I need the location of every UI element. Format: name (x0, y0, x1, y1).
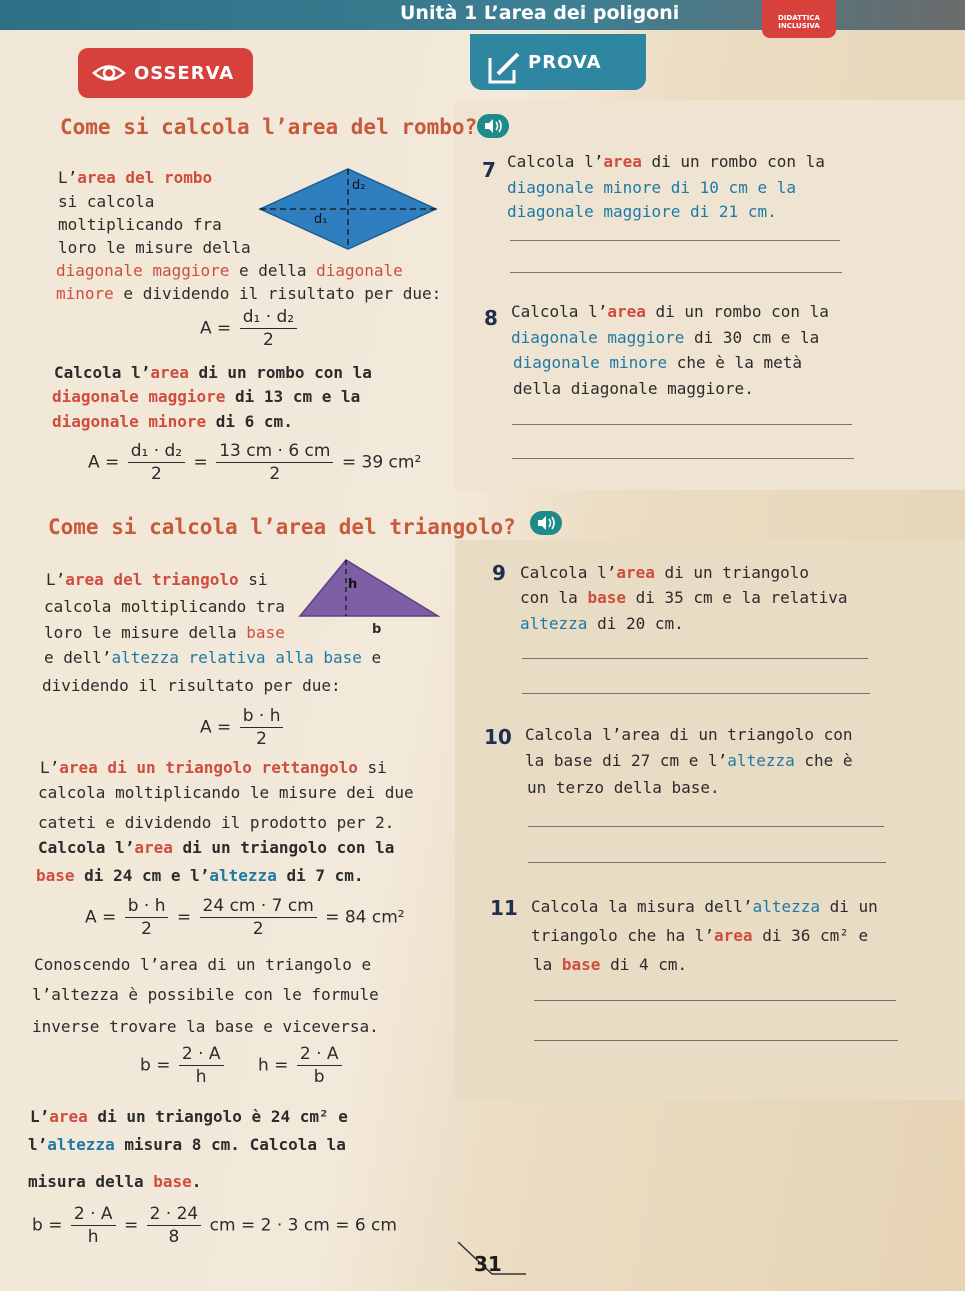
triangolo-example2-formula: b = $\frac{2 \cdot A}{h}$ = $\frac{2 \cdot 24}{8}$ cm = 2 · 3 cm = 6 cm (32, 1204, 397, 1247)
inverse-formula-line: Conoscendo l’area di un triangolo e (34, 955, 372, 974)
answer-line[interactable] (528, 862, 886, 863)
tab-prova[interactable]: PROVA (470, 34, 646, 90)
triangolo-heading: Come si calcola l’area del triangolo? (48, 515, 516, 539)
triangolo-intro-line: dividendo il risultato per due: (42, 676, 341, 695)
triangle-diagram (298, 556, 440, 620)
inverse-formula-base: b = $\frac{2 \cdot A}{h}$ (140, 1043, 227, 1088)
inverse-formula-line: l’altezza è possibile con le formule (32, 985, 379, 1004)
rombo-intro-line: minore e dividendo il risultato per due: (56, 284, 442, 303)
exercise-8-line: diagonale minore che è la metà (513, 353, 802, 372)
rombo-heading: Come si calcola l’area del rombo? (60, 115, 478, 139)
exercise-9-line: Calcola l’area di un triangolo (520, 563, 809, 582)
answer-line[interactable] (510, 240, 840, 241)
exercise-11-line: Calcola la misura dell’altezza di un (531, 897, 878, 916)
audio-icon[interactable] (529, 510, 563, 536)
exercise-number: 11 (490, 896, 518, 920)
answer-line[interactable] (522, 658, 868, 659)
answer-line[interactable] (534, 1040, 898, 1041)
exercise-number: 7 (482, 158, 496, 182)
answer-line[interactable] (510, 272, 842, 273)
triangolo-rettangolo-line: L’area di un triangolo rettangolo si (40, 758, 387, 777)
exercise-7-line: diagonale minore di 10 cm e la (507, 178, 796, 197)
triangolo-intro-line: calcola moltiplicando tra (44, 597, 285, 616)
exercise-7-line: diagonale maggiore di 21 cm. (507, 202, 777, 221)
audio-icon[interactable] (476, 113, 510, 139)
answer-line[interactable] (528, 826, 884, 827)
answer-line[interactable] (512, 424, 852, 425)
exercise-8-line: della diagonale maggiore. (513, 379, 754, 398)
page-number: 31 (474, 1252, 502, 1276)
rombo-intro-line: loro le misure della (58, 238, 251, 257)
rombo-intro-line: diagonale maggiore e della diagonale (56, 261, 403, 280)
triangolo-rettangolo-line: cateti e dividendo il prodotto per 2. (38, 813, 395, 832)
triangolo-example2-line: misura della base. (28, 1172, 202, 1191)
triangolo-example2-line: L’area di un triangolo è 24 cm² e (30, 1107, 348, 1126)
exercise-11-line: triangolo che ha l’area di 36 cm² e (531, 926, 869, 945)
diagram-label-d2: d₂ (352, 178, 366, 193)
rombo-intro-line: moltiplicando fra (58, 215, 222, 234)
answer-line[interactable] (534, 1000, 896, 1001)
exercise-9-line: con la base di 35 cm e la relativa (520, 588, 848, 607)
rombo-example-line: diagonale minore di 6 cm. (52, 412, 293, 431)
rombo-intro-line: L’area del rombo (58, 168, 213, 187)
rombo-example-line: diagonale maggiore di 13 cm e la (52, 387, 361, 406)
exercise-number: 8 (484, 306, 498, 330)
exercise-11-line: la base di 4 cm. (533, 955, 688, 974)
triangolo-intro-line: loro le misure della base (44, 623, 285, 642)
inverse-formula-height: h = $\frac{2 \cdot A}{b}$ (258, 1043, 345, 1088)
diagram-label-h: h (348, 577, 358, 592)
exercise-7-line: Calcola l’area di un rombo con la (507, 152, 825, 171)
unit-title: Unità 1 L’area dei poligoni (400, 2, 680, 24)
triangolo-example-line: base di 24 cm e l’altezza di 7 cm. (36, 866, 364, 885)
triangolo-intro-line: e dell’altezza relativa alla base e (44, 648, 382, 667)
eye-icon (92, 60, 126, 86)
answer-line[interactable] (522, 693, 870, 694)
didattica-inclusiva-badge: DIDATTICA INCLUSIVA (762, 0, 836, 38)
rombo-area-formula: A = $\frac{\text{d₁ · d₂}}{2}$ (200, 306, 300, 351)
triangolo-rettangolo-line: calcola moltiplicando le misure dei due (38, 783, 414, 802)
diagram-label-b: b (372, 622, 382, 637)
inverse-formula-line: inverse trovare la base e viceversa. (32, 1017, 379, 1036)
rombo-example-line: Calcola l’area di un rombo con la (54, 363, 372, 382)
exercise-number: 9 (492, 561, 506, 585)
exercise-9-line: altezza di 20 cm. (520, 614, 684, 633)
rhombus-diagram (258, 165, 438, 253)
rombo-example-formula: A = $\frac{\text{d₁ · d₂}}{2}$ = $\frac{13 cm \cdot 6 cm}{2}$ = 39 cm² (88, 441, 422, 484)
exercise-number: 10 (484, 725, 512, 749)
triangolo-example-formula: A = $\frac{b \cdot h}{2}$ = $\frac{24 cm \cdot 7 cm}{2}$ = 84 cm² (85, 896, 405, 939)
exercise-10-line: un terzo della base. (527, 778, 720, 797)
triangolo-area-formula: A = $\frac{b \cdot h}{2}$ (200, 705, 286, 750)
diagram-label-d1: d₁ (314, 212, 328, 227)
exercise-10-line: Calcola l’area di un triangolo con (525, 725, 853, 744)
answer-line[interactable] (512, 458, 854, 459)
triangolo-example-line: Calcola l’area di un triangolo con la (38, 838, 395, 857)
exercise-10-line: la base di 27 cm e l’altezza che è (525, 751, 853, 770)
tab-osserva[interactable]: OSSERVA (78, 48, 253, 98)
triangolo-intro-line: L’area del triangolo si (46, 570, 268, 589)
pencil-icon (486, 50, 522, 84)
rombo-intro-line: si calcola (58, 192, 155, 211)
exercise-8-line: Calcola l’area di un rombo con la (511, 302, 829, 321)
exercise-8-line: diagonale maggiore di 30 cm e la (511, 328, 820, 347)
triangolo-example2-line: l’altezza misura 8 cm. Calcola la (28, 1135, 346, 1154)
